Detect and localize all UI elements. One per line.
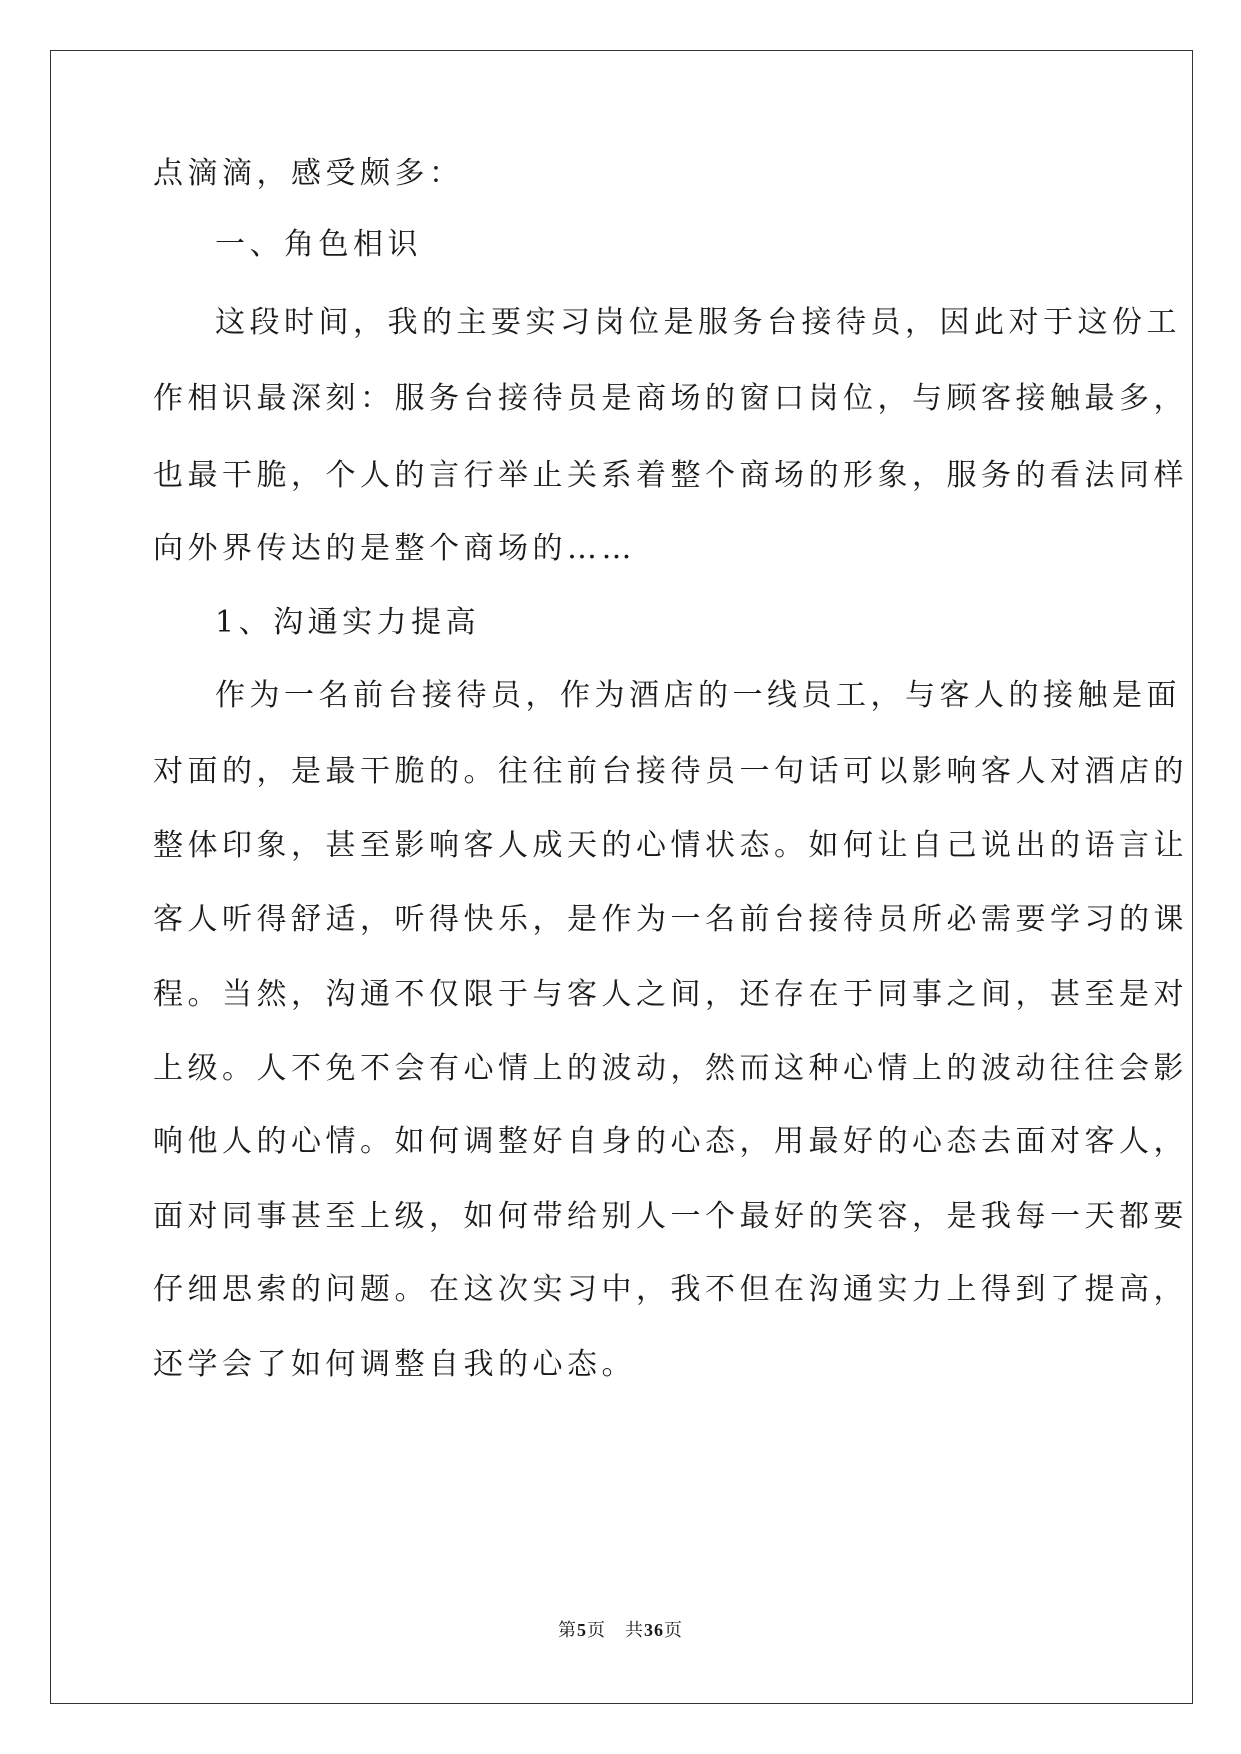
text-line: 响他人的心情。如何调整好自身的心态，用最好的心态去面对客人， bbox=[153, 1124, 1188, 1159]
footer-suffix: 页 bbox=[664, 1620, 683, 1641]
text-line: 作为一名前台接待员，作为酒店的一线员工，与客人的接触是面 bbox=[215, 678, 1181, 713]
text-line: 还学会了如何调整自我的心态。 bbox=[153, 1347, 636, 1382]
total-page-count: 36 bbox=[644, 1620, 664, 1640]
footer-middle: 页 共 bbox=[587, 1620, 644, 1641]
text-line: 向外界传达的是整个商场的…… bbox=[153, 531, 636, 566]
text-line: 作相识最深刻：服务台接待员是商场的窗口岗位，与顾客接触最多， bbox=[153, 381, 1188, 416]
text-line: 仔细思索的问题。在这次实习中，我不但在沟通实力上得到了提高， bbox=[153, 1272, 1188, 1307]
text-line: 也最干脆，个人的言行举止关系着整个商场的形象，服务的看法同样 bbox=[153, 458, 1188, 493]
subsection-heading: 1、沟通实力提高 bbox=[215, 605, 481, 640]
section-heading: 一、角色相识 bbox=[215, 227, 422, 262]
text-line: 程。当然，沟通不仅限于与客人之间，还存在于同事之间，甚至是对 bbox=[153, 977, 1188, 1012]
text-line: 点滴滴，感受颇多： bbox=[153, 156, 464, 191]
text-line: 客人听得舒适，听得快乐，是作为一名前台接待员所必需要学习的课 bbox=[153, 902, 1188, 937]
page-footer bbox=[0, 1618, 1241, 1643]
text-line: 面对同事甚至上级，如何带给别人一个最好的笑容，是我每一天都要 bbox=[153, 1199, 1188, 1234]
text-line: 整体印象，甚至影响客人成天的心情状态。如何让自己说出的语言让 bbox=[153, 828, 1188, 863]
footer-prefix: 第 bbox=[558, 1620, 577, 1641]
text-line: 对面的，是最干脆的。往往前台接待员一句话可以影响客人对酒店的 bbox=[153, 754, 1188, 789]
text-line: 上级。人不免不会有心情上的波动，然而这种心情上的波动往往会影 bbox=[153, 1051, 1188, 1086]
current-page-number: 5 bbox=[577, 1620, 587, 1640]
text-line: 这段时间，我的主要实习岗位是服务台接待员，因此对于这份工 bbox=[215, 305, 1181, 340]
page-border bbox=[50, 50, 1193, 1704]
